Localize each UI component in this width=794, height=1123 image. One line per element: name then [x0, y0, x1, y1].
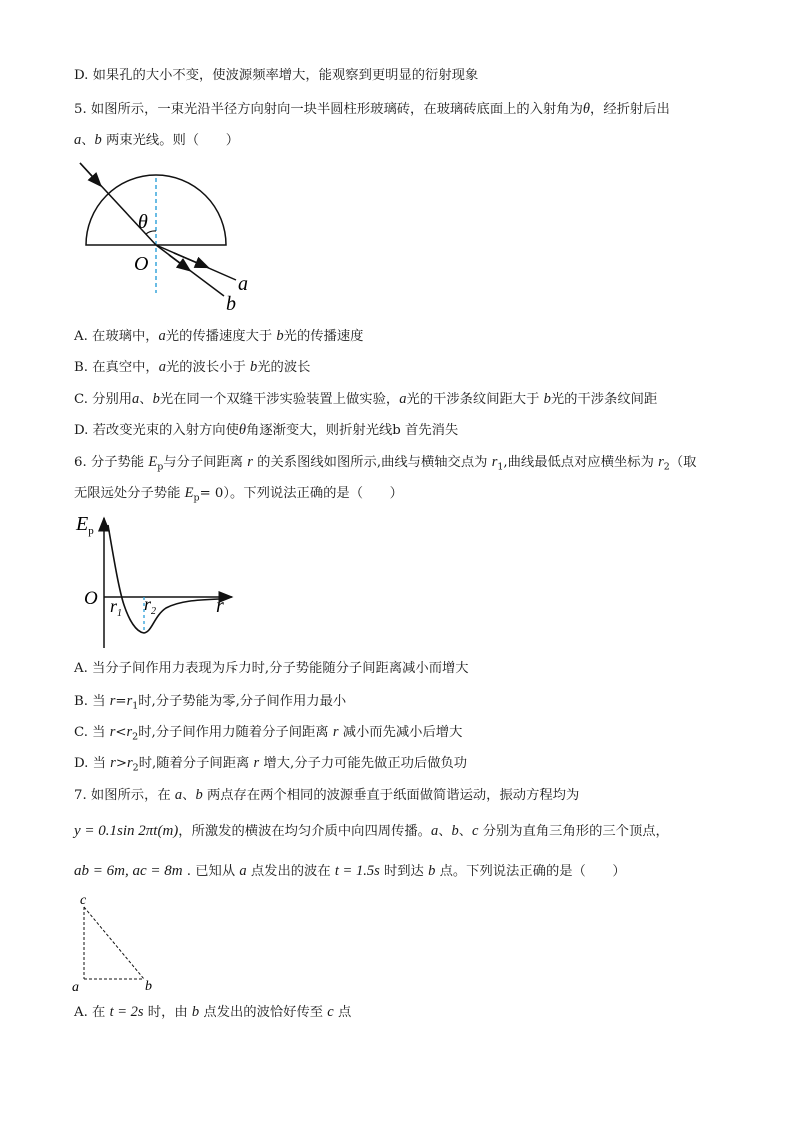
label-O: O: [84, 588, 98, 609]
q5-option-a: A. 在玻璃中，a光的传播速度大于 b光的传播速度: [74, 328, 364, 344]
ep-curve: [108, 525, 219, 633]
q6-potential-energy-graph: [74, 510, 244, 655]
q5-stem-line2: a、b 两束光线。则（ ）: [74, 132, 239, 148]
q7-triangle-figure: [72, 893, 162, 993]
q4-option-d-text: D. 如果孔的大小不变，使波源频率增大，能观察到更明显的衍射现象: [74, 68, 479, 83]
q6-option-d: D. 当 $r>r_2$时,随着分子间距离 r 增大,分子力可能先做正功后做负功: [74, 755, 468, 774]
q5-option-b: B. 在真空中，a光的波长小于 b光的波长: [74, 359, 311, 375]
vibration-equation: y = 0.1sin 2πt(m): [74, 823, 179, 839]
label-c: c: [80, 893, 87, 908]
q5-stem-line1: 5. 如图所示，一束光沿半径方向射向一块半圆柱形玻璃砖，在玻璃砖底面上的入射角为θ，经折射后出: [74, 101, 670, 117]
label-b: b: [145, 979, 152, 994]
q5-option-c: C. 分别用a、b光在同一个双缝干涉实验装置上做实验，a光的干涉条纹间距大于 b光的干涉条纹间距: [74, 391, 658, 407]
q7-stem-line2: y = 0.1sin 2πt(m)，所激发的横波在均匀介质中向四周传播。a、b、c 分别为直角三角形的三个顶点，: [74, 823, 669, 839]
label-O: O: [134, 253, 149, 275]
label-a: a: [238, 273, 248, 295]
distance-equation: ab = 6m, ac = 8m: [74, 863, 183, 879]
label-r1: $r_1$: [110, 596, 123, 619]
q4-option-d: [74, 67, 478, 85]
label-b: b: [226, 293, 236, 315]
label-Ep: $E_p$: [76, 513, 94, 537]
q6-stem-line2: 无限远处分子势能 $E_p= 0$）。下列说法正确的是（ ）: [74, 485, 403, 504]
q6-option-b: B. 当 $r=r_1$时,分子势能为零,分子间作用力最小: [74, 693, 347, 712]
q6-stem-line1: 6. 分子势能 $E_p$与分子间距离 r 的关系图线如图所示,曲线与横轴交点为 $r_1$,曲线最低点对应横坐标为 $r_2$（取: [74, 454, 697, 473]
label-theta: θ: [138, 211, 148, 233]
q6-option-a: A. 当分子间作用力表现为斥力时,分子势能随分子间距离减小而增大: [74, 661, 469, 676]
label-a: a: [72, 980, 79, 995]
q7-stem-line3: ab = 6m, ac = 8m . 已知从 a 点发出的波在 t = 1.5s 时到达 b 点。下列说法正确的是（ ）: [74, 863, 626, 879]
edge-bc: [84, 907, 144, 979]
q7-stem-line1: 7. 如图所示，在 a、b 两点存在两个相同的波源垂直于纸面做简谐运动，振动方程均为: [74, 787, 580, 803]
q6-option-c: C. 当 $r<r_2$时,分子间作用力随着分子间距离 r 减小而先减小后增大: [74, 724, 463, 743]
q5-semicircle-figure: [74, 158, 274, 318]
q7-option-a: A. 在 t = 2s 时，由 b 点发出的波恰好传至 c 点: [74, 1004, 352, 1020]
label-r2: $r_2$: [144, 594, 157, 617]
label-r: r: [216, 595, 224, 617]
q5-option-d: D. 若改变光束的入射方向使θ角逐渐变大，则折射光线b 首先消失: [74, 422, 459, 438]
